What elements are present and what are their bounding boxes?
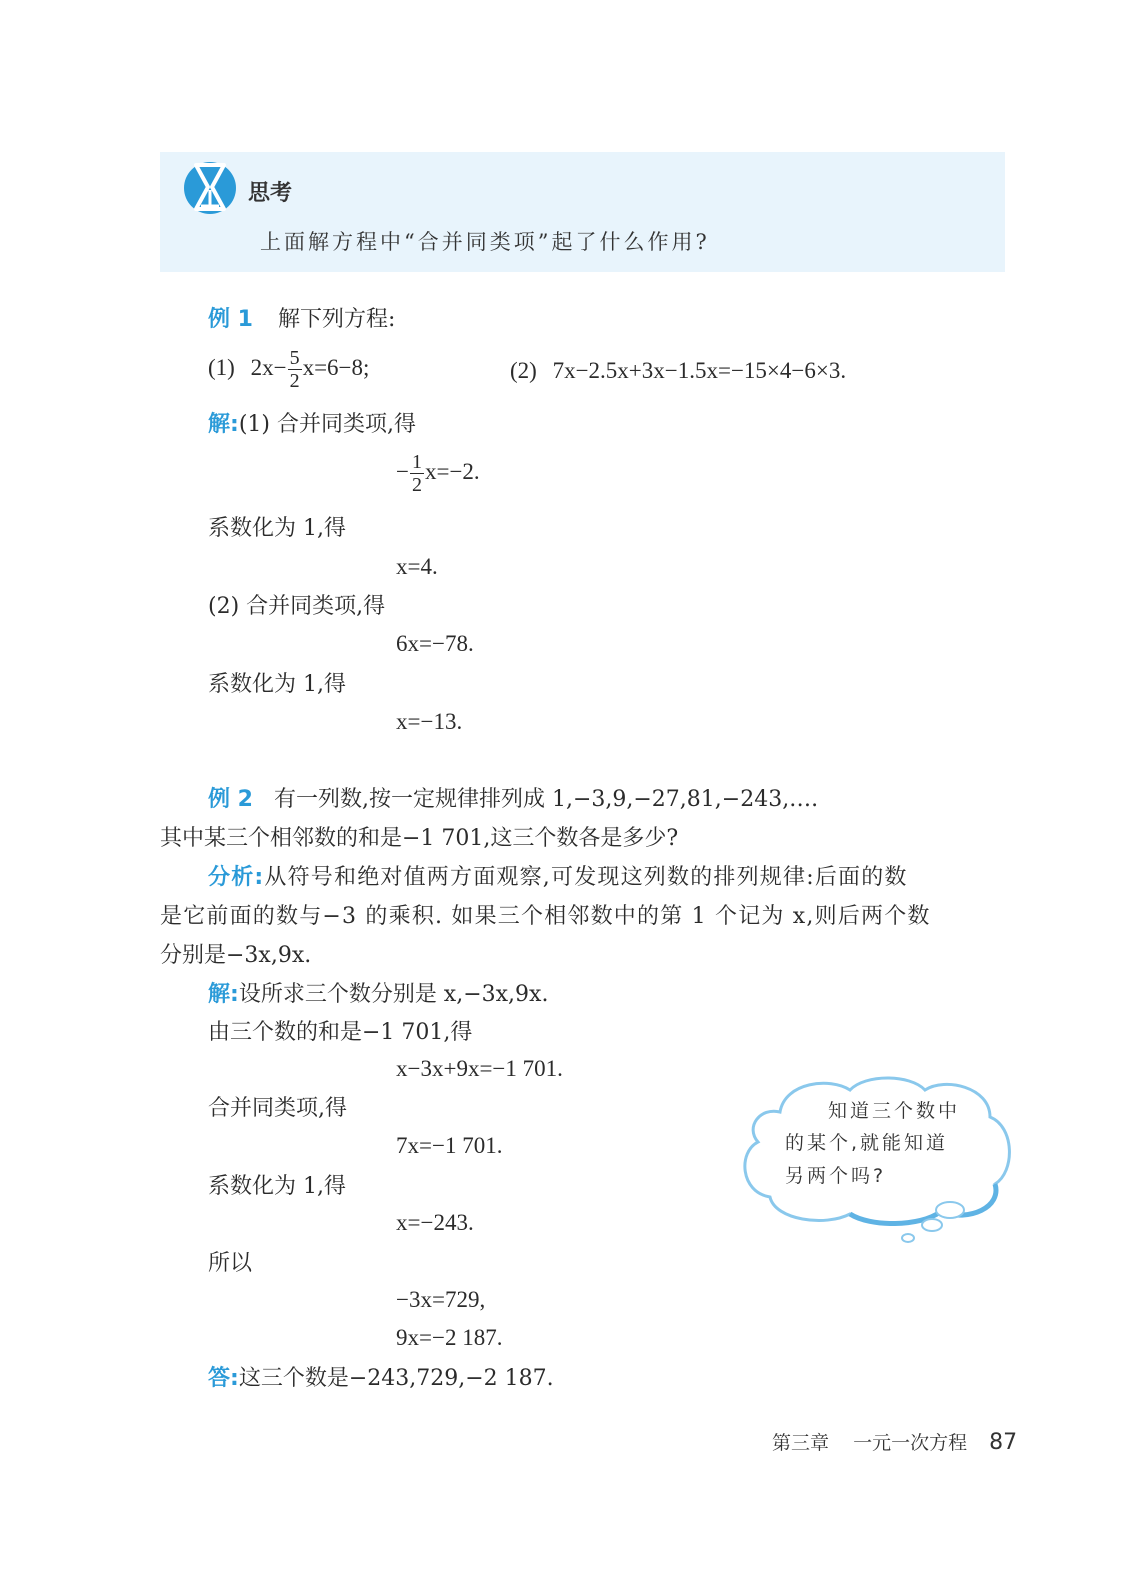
analysis-line3: 分别是−3x,9x. <box>160 943 312 968</box>
fraction-1-2 <box>410 452 424 495</box>
cloud-line2: 的某个,就能知道 <box>785 1132 949 1154</box>
frac-num: 1 <box>411 451 422 473</box>
part2-intro: (2) 合并同类项,得 <box>208 594 386 619</box>
frac-num: 5 <box>289 347 300 369</box>
footer-chapter: 第三章 <box>772 1432 830 1454</box>
answer-text: 这三个数是−243,729,−2 187. <box>238 1366 554 1391</box>
part2-eq1: 6x=−78. <box>396 631 474 656</box>
problem2-index: (2) <box>510 358 537 383</box>
part1-eq1 <box>396 452 480 495</box>
solution2-step4: 所以 <box>208 1251 253 1276</box>
solution-label: 解: <box>208 412 239 437</box>
example2-problem-line2: 其中某三个相邻数的和是−1 701,这三个数各是多少? <box>160 826 679 851</box>
analysis-line2: 是它前面的数与−3 的乘积. 如果三个相邻数中的第 1 个记为 x,则后两个数 <box>160 904 931 929</box>
problem1-lhs-prefix: 2x− <box>250 354 287 380</box>
frac-den: 2 <box>411 474 422 496</box>
cloud-line3: 另两个吗? <box>785 1165 887 1187</box>
part2-step2: 系数化为 1,得 <box>208 672 346 697</box>
footer-chapter-title: 一元一次方程 <box>853 1432 968 1454</box>
example2-problem-line1 <box>208 785 818 815</box>
answer-label: 答: <box>208 1366 239 1391</box>
part1-intro: (1) 合并同类项,得 <box>238 412 416 437</box>
solution2-eq4: −3x=729, <box>396 1287 486 1312</box>
part1-step2: 系数化为 1,得 <box>208 516 346 541</box>
problem1-lhs-suffix: x=6−8; <box>302 354 370 380</box>
example1-solution-intro <box>208 410 416 440</box>
analysis-line1 <box>208 863 908 893</box>
solution2-step3: 系数化为 1,得 <box>208 1174 346 1199</box>
example1-label: 例 1 <box>208 307 253 332</box>
think-hourglass-icon <box>184 162 236 214</box>
solution2-eq3: x=−243. <box>396 1210 474 1235</box>
example2-text: 有一列数,按一定规律排列成 1,−3,9,−27,81,−243,…. <box>273 787 819 812</box>
solution2-eq2: 7x=−1 701. <box>396 1133 503 1158</box>
solution2-line1 <box>208 980 548 1010</box>
example2-label: 例 2 <box>208 787 253 812</box>
solution2-text: 设所求三个数分别是 x,−3x,9x. <box>238 982 549 1007</box>
example1-prompt: 解下列方程: <box>277 307 396 332</box>
footer <box>772 1428 1017 1455</box>
frac-den: 2 <box>289 370 300 392</box>
think-box <box>160 152 1005 272</box>
example1-problem2 <box>510 358 846 384</box>
solution2-eq5: 9x=−2 187. <box>396 1325 503 1350</box>
analysis-label: 分析: <box>208 865 265 890</box>
fraction-5-2 <box>288 348 302 391</box>
part1-eq2: x=4. <box>396 554 438 579</box>
solution2-label: 解: <box>208 982 239 1007</box>
problem1-index: (1) <box>208 354 235 380</box>
think-title: 思考 <box>248 181 293 206</box>
solution2-eq1: x−3x+9x=−1 701. <box>396 1056 563 1081</box>
problem2-equation: 7x−2.5x+3x−1.5x=−15×4−6×3. <box>552 358 847 383</box>
example1-problem1 <box>208 348 369 391</box>
part2-eq2: x=−13. <box>396 709 463 734</box>
eq-prefix: − <box>396 458 409 484</box>
solution2-line2: 由三个数的和是−1 701,得 <box>208 1020 473 1045</box>
answer-line <box>208 1364 554 1394</box>
example1-header <box>208 305 395 335</box>
solution2-step2: 合并同类项,得 <box>208 1096 347 1121</box>
analysis-text: 从符号和绝对值两方面观察,可发现这列数的排列规律:后面的数 <box>264 865 908 890</box>
thought-cloud <box>740 1072 1015 1252</box>
eq-suffix: x=−2. <box>424 458 480 484</box>
page-number: 87 <box>989 1430 1018 1455</box>
think-question: 上面解方程中“合并同类项”起了什么作用? <box>260 230 710 254</box>
cloud-line1: 知道三个数中 <box>828 1100 961 1122</box>
